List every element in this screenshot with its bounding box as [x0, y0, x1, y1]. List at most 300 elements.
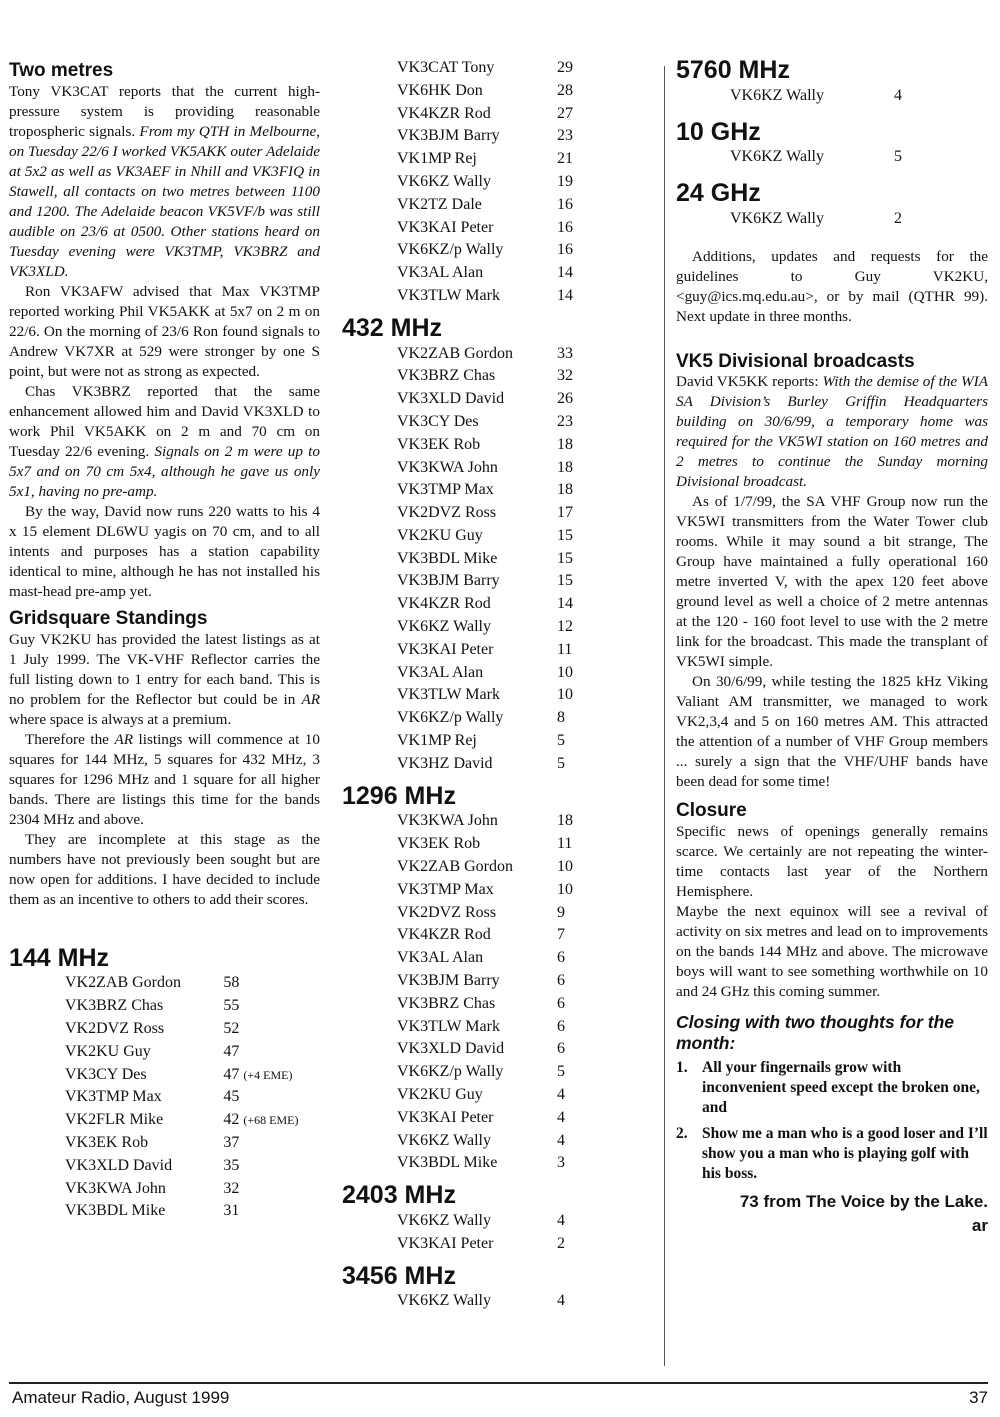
callsign: VK2DVZ: [397, 903, 461, 921]
operator-name: Mike: [131, 1202, 166, 1220]
table-row: [342, 479, 660, 502]
score: 12: [557, 618, 573, 636]
operator-name: Guy: [455, 1085, 483, 1103]
score: 14: [557, 286, 573, 304]
table-row: [9, 1178, 320, 1201]
callsign: VK6KZ: [397, 1131, 450, 1149]
text-normal: Chas VK3BRZ reported that the same enhancement allowed him and David VK3XLD to work Phil VK5AKK on 2 m and 70 cm on Tuesday 22/6 evening.: [9, 382, 320, 460]
table-row: [342, 879, 660, 902]
table-row: [342, 970, 660, 993]
table-row: [9, 972, 320, 995]
table-row: [342, 411, 660, 434]
operator-name: Mark: [465, 1017, 500, 1035]
score: 2: [557, 1234, 565, 1252]
callsign: VK6KZ: [397, 618, 450, 636]
callsign: VK3HZ: [397, 754, 450, 772]
table-row: [342, 662, 660, 685]
heading-closure: Closure: [676, 800, 747, 822]
operator-name: Guy: [123, 1042, 151, 1060]
callsign: VK2DVZ: [65, 1020, 129, 1038]
table-row: [342, 80, 660, 103]
operator-name: John: [467, 458, 498, 476]
operator-name: Max: [464, 481, 494, 499]
table-row: [342, 457, 660, 480]
operator-name: Wally: [453, 1211, 491, 1229]
table-row: [342, 343, 660, 366]
operator-name: Peter: [460, 1108, 494, 1126]
operator-name: Rod: [464, 104, 491, 122]
table-row: [676, 208, 988, 231]
score: 35: [223, 1156, 240, 1174]
heading-5760-mhz: 5760 MHz: [676, 56, 790, 84]
operator-name: Don: [455, 81, 483, 99]
operator-name: Chas: [463, 994, 496, 1012]
heading-two-metres: Two metres: [9, 60, 114, 81]
callsign: VK3KWA: [65, 1179, 132, 1197]
score: 19: [557, 172, 573, 190]
table-row: [676, 146, 988, 169]
callsign: VK4KZR: [397, 926, 461, 944]
list-text: All your fingernails grow with inconvenient speed except the broken one, and: [702, 1059, 980, 1117]
callsign: VK3CY: [65, 1065, 118, 1083]
callsign: VK6HK: [397, 81, 452, 99]
operator-name: Des: [121, 1065, 147, 1083]
score: 5: [557, 732, 565, 750]
operator-name: Wally: [453, 1292, 491, 1310]
operator-name: Rod: [464, 926, 491, 944]
score: 42: [223, 1111, 240, 1129]
table-row: [342, 525, 660, 548]
table-row: [9, 1041, 320, 1064]
text-normal: Therefore the: [25, 730, 115, 748]
table-row: [9, 1109, 320, 1132]
score: 15: [557, 549, 573, 567]
operator-name: Rob: [453, 435, 481, 453]
operator-name: Dale: [451, 195, 482, 213]
score: 6: [557, 1017, 565, 1035]
callsign: VK3BRZ: [397, 367, 460, 385]
table-row: [342, 57, 660, 80]
ar-mark: ar: [971, 1216, 988, 1236]
callsign: VK3XLD: [65, 1156, 129, 1174]
text-italic: AR: [301, 690, 320, 708]
operator-name: David: [453, 754, 493, 772]
heading-gridsquare: Gridsquare Standings: [9, 607, 208, 629]
operator-name: Wally: [453, 618, 491, 636]
table-row: [342, 285, 660, 308]
heading-vk5-broadcasts: VK5 Divisional broadcasts: [676, 350, 915, 372]
callsign: VK6KZ: [397, 1211, 450, 1229]
operator-name: Tony: [461, 59, 495, 76]
operator-name: Chas: [463, 367, 496, 385]
para-closure-1: Specific news of openings generally remains scarce. We certainly are not repeating the winter-time contacts last year of the Northern Hemisphere.: [676, 823, 988, 901]
table-row: [342, 1084, 660, 1107]
table-row: [342, 148, 660, 171]
callsign: VK3KAI: [397, 218, 457, 236]
operator-name: Mike: [129, 1111, 164, 1129]
callsign: VK3EK: [65, 1134, 118, 1152]
score: 45: [223, 1088, 240, 1106]
callsign: VK6KZ: [730, 148, 783, 166]
table-row: [342, 707, 660, 730]
callsign: VK3BDL: [65, 1202, 128, 1220]
score: 33: [557, 344, 573, 362]
table-row: [342, 1130, 660, 1153]
para-two-metres-4: By the way, David now runs 220 watts to his 4 x 15 element DL6WU yagis on 70 cm, and to all intents and purposes has a station capability identical to mine, although he has not installed his mast-head pre-amp yet.: [9, 502, 320, 600]
text-normal: David VK5KK reports:: [676, 373, 823, 391]
table-row: [342, 262, 660, 285]
score: 15: [557, 526, 573, 544]
callsign: VK2TZ: [397, 195, 448, 213]
operator-name: Wally: [465, 1063, 504, 1081]
operator-name: Barry: [463, 127, 500, 145]
table-row: [342, 856, 660, 879]
callsign: VK3KWA: [397, 458, 464, 476]
heading-2403-mhz: 2403 MHz: [342, 1181, 456, 1210]
para-additions: Additions, updates and requests for the guidelines to Guy VK2KU, <guy@ics.mq.edu.au>, or by mail (QTHR 99). Next update in three months.: [676, 247, 988, 325]
text-normal: Tony VK3CAT reports that the current high-pressure system is providing reasonable tropospheric signals.: [9, 82, 320, 140]
table-row: [342, 639, 660, 662]
score: 5: [557, 1063, 565, 1081]
table-5760-mhz: [676, 85, 988, 108]
table-row: [342, 730, 660, 753]
score: 8: [557, 709, 565, 727]
operator-name: John: [467, 812, 498, 830]
table-row: [342, 171, 660, 194]
score: 14: [557, 595, 573, 613]
score: 10: [557, 880, 573, 898]
operator-name: Wally: [453, 172, 491, 190]
score: 52: [223, 1020, 240, 1038]
score: 21: [557, 150, 573, 168]
operator-name: Rob: [453, 835, 481, 853]
operator-name: Wally: [786, 148, 824, 166]
callsign: VK3BJM: [397, 127, 460, 145]
table-row: [342, 810, 660, 833]
table-row: [342, 388, 660, 411]
list-number: 2.: [676, 1125, 688, 1143]
table-row: [9, 1155, 320, 1178]
table-row: [342, 993, 660, 1016]
operator-name: David: [465, 390, 505, 408]
table-row: [342, 434, 660, 457]
callsign: VK6KZ: [397, 172, 450, 190]
operator-name: Wally: [786, 209, 824, 227]
text-normal: Guy VK2KU has provided the latest listings as at 1 July 1999. The VK-VHF Reflector carries the full listing down to 1 entry for each band. This is no problem for the Reflector but could be in: [9, 630, 320, 708]
table-row: [342, 947, 660, 970]
operator-name: Des: [453, 412, 479, 430]
score: 4: [557, 1085, 565, 1103]
list-item: [676, 1058, 988, 1118]
table-row: [342, 365, 660, 388]
score: 58: [223, 974, 240, 992]
table-row: [342, 239, 660, 262]
table-1296-mhz: [342, 810, 660, 1175]
callsign: VK2FLR: [65, 1111, 126, 1129]
score: 3: [557, 1154, 565, 1172]
table-row: [9, 1086, 320, 1109]
table-row: [342, 593, 660, 616]
table-24-ghz: [676, 208, 988, 231]
column-middle: [342, 57, 660, 1313]
callsign: VK3XLD: [397, 390, 461, 408]
callsign: VK3EK: [397, 435, 450, 453]
callsign: VK3AL: [397, 264, 449, 282]
score: 6: [557, 1040, 565, 1058]
callsign: VK3BRZ: [397, 994, 460, 1012]
para-vk5-1: [676, 372, 988, 492]
operator-name: Chas: [131, 997, 164, 1015]
table-144-mhz: [9, 972, 320, 1223]
text-italic: Signals on 2 m were up to 5x7 and on 70 cm 5x4, although he gave us only 5x1, having no pre-amp.: [9, 442, 321, 500]
callsign: VK3BDL: [397, 1154, 460, 1172]
score: 5: [557, 754, 565, 772]
operator-name: David: [465, 1040, 505, 1058]
operator-name: Wally: [786, 86, 824, 104]
callsign: VK4KZR: [397, 104, 461, 122]
score: 6: [557, 994, 565, 1012]
table-row: [342, 1210, 660, 1233]
table-row: [342, 194, 660, 217]
score: 17: [557, 504, 573, 522]
callsign: VK3KAI: [397, 640, 457, 658]
score: 28: [557, 81, 573, 99]
list-number: 1.: [676, 1059, 688, 1077]
para-gridsquare-3: They are incomplete at this stage as the numbers have not previously been sought but are now open for additions. I have decided to include them as an incentive to others to add their scores.: [9, 830, 320, 908]
callsign: VK2KU: [397, 1085, 452, 1103]
table-row: [342, 548, 660, 571]
table-row: [9, 1200, 320, 1223]
score: 23: [557, 412, 573, 430]
score: 16: [557, 241, 573, 259]
callsign: VK3AL: [397, 949, 449, 967]
operator-name: Gordon: [132, 974, 181, 992]
operator-name: Gordon: [464, 858, 513, 875]
callsign: VK2KU: [397, 526, 452, 544]
callsign: VK6KZ/p: [397, 1063, 462, 1081]
score: 10: [557, 663, 573, 681]
heading-3456-mhz: 3456 MHz: [342, 1261, 456, 1290]
table-row: [342, 217, 660, 240]
score: 29: [557, 59, 573, 76]
table-row: [342, 1233, 660, 1256]
callsign: VK2ZAB: [397, 344, 461, 362]
callsign: VK2ZAB: [65, 974, 129, 992]
callsign: VK3KAI: [397, 1234, 457, 1252]
score: 23: [557, 127, 573, 145]
score-note: (+68 EME): [243, 1113, 299, 1128]
score: 6: [557, 971, 565, 989]
operator-name: Rej: [454, 150, 477, 168]
table-row: [342, 570, 660, 593]
score: 27: [557, 104, 573, 122]
table-2403-mhz: [342, 1210, 660, 1256]
score: 18: [557, 812, 573, 830]
score: 4: [557, 1292, 565, 1310]
operator-name: John: [135, 1179, 166, 1197]
table-row: [342, 125, 660, 148]
text-italic: AR: [114, 730, 133, 748]
score: 55: [223, 997, 240, 1015]
column-left: [9, 56, 320, 1223]
operator-name: Mike: [463, 1154, 498, 1172]
operator-name: Peter: [460, 218, 494, 236]
table-row: [342, 902, 660, 925]
table-row: [342, 1061, 660, 1084]
operator-name: Rob: [121, 1134, 149, 1152]
list-text: Show me a man who is a good loser and I’ll show you a man who is playing golf with his boss.: [702, 1125, 988, 1183]
operator-name: Ross: [133, 1020, 165, 1038]
callsign: VK3KAI: [397, 1108, 457, 1126]
score: 11: [557, 640, 573, 658]
table-row: [342, 924, 660, 947]
score: 47: [223, 1042, 240, 1060]
operator-name: Rod: [464, 595, 491, 613]
operator-name: Mark: [465, 686, 500, 704]
operator-name: Wally: [465, 709, 504, 727]
sign-off: 73 from The Voice by the Lake.: [739, 1192, 988, 1212]
heading-24-ghz: 24 GHz: [676, 179, 761, 208]
table-144-mhz-continued: [342, 57, 660, 308]
operator-name: Alan: [451, 663, 484, 681]
operator-name: Mark: [465, 286, 500, 304]
text-normal: listings will commence at 10 squares for 144 MHz, 5 squares for 432 MHz, 3 squares for 1296 MHz and 1 square for all higher bands. There are listings this time for the bands 2304 MHz and above.: [9, 730, 320, 828]
operator-name: Gordon: [464, 344, 513, 362]
callsign: VK3TMP: [65, 1088, 129, 1106]
callsign: VK3XLD: [397, 1040, 461, 1058]
score: 7: [557, 926, 565, 944]
callsign: VK3TLW: [397, 686, 462, 704]
score: 2: [894, 209, 902, 227]
callsign: VK3TMP: [397, 880, 461, 898]
para-closure-2: Maybe the next equinox will see a revival of activity on six metres and lead on to improvements on the bands 144 MHz and above. The microwave boys will want to see something worthwhile on 10 and 24 GHz this coming summer.: [676, 903, 988, 1001]
callsign: VK2DVZ: [397, 504, 461, 522]
table-row: [342, 616, 660, 639]
callsign: VK3EK: [397, 835, 450, 853]
callsign: VK3BJM: [397, 971, 460, 989]
score: 18: [557, 435, 573, 453]
callsign: VK6KZ: [730, 209, 783, 227]
operator-name: Peter: [460, 640, 494, 658]
operator-name: Max: [132, 1088, 162, 1106]
score: 32: [223, 1179, 240, 1197]
table-row: [342, 103, 660, 126]
table-row: [342, 1038, 660, 1061]
table-row: [342, 1290, 660, 1313]
para-vk5-3: On 30/6/99, while testing the 1825 kHz Viking Valiant AM transmitter, we managed to work VK2,3,4 and 5 on 160 metres AM. This attracted the attention of a number of VHF Group members ... surely a sign that the VHF/UHF bands have been dead for some time!: [676, 673, 988, 791]
heading-10-ghz: 10 GHz: [676, 117, 761, 146]
callsign: VK2ZAB: [397, 858, 461, 875]
list-item: [676, 1124, 988, 1184]
heading-144-mhz: 144 MHz: [9, 943, 110, 972]
score: 14: [557, 264, 573, 282]
table-3456-mhz: [342, 1290, 660, 1313]
score: 16: [557, 218, 573, 236]
score-note: (+4 EME): [243, 1067, 293, 1082]
operator-name: Max: [464, 880, 494, 898]
callsign: VK6KZ/p: [397, 709, 462, 727]
operator-name: Mike: [463, 549, 498, 567]
para-two-metres-1: [9, 82, 320, 282]
score: 9: [557, 903, 565, 921]
table-row: [342, 1016, 660, 1039]
text-italic: From my QTH in Melbourne, on Tuesday 22/6 I worked VK5AKK outer Adelaide at 5x2 as well as VK3AEF in Nhill and VK3FIQ in Stawell, all contacts on two metres between 1100 and 1200. The Adelaide beacon VK5VF/b was still audible on 23/6 at 0500. Other stations heard on Tuesday evening were VK3TMP, VK3BRZ and VK3XLD.: [9, 122, 320, 280]
table-row: [9, 1064, 320, 1087]
operator-name: Guy: [455, 526, 483, 544]
heading-1296-mhz: 1296 MHz: [342, 781, 456, 810]
score: 18: [557, 481, 573, 499]
table-row: [342, 1152, 660, 1175]
score: 4: [894, 86, 902, 104]
table-row: [342, 684, 660, 707]
closing-thoughts-list: [676, 1058, 988, 1184]
operator-name: Ross: [465, 903, 497, 921]
table-row: [342, 833, 660, 856]
table-row: [9, 1132, 320, 1155]
score: 4: [557, 1131, 565, 1149]
table-row: [9, 995, 320, 1018]
table-row: [342, 1107, 660, 1130]
para-two-metres-2: Ron VK3AFW advised that Max VK3TMP reported working Phil VK5AKK at 5x7 on 2 m on 22/6. On the morning of 23/6 Ron found signals to Andrew VK7XR at 529 were stronger by one S point, but were not as strong as expected.: [9, 282, 320, 380]
callsign: VK3AL: [397, 663, 449, 681]
table-row: [9, 1018, 320, 1041]
column-right: [676, 56, 988, 1238]
score: 10: [557, 858, 573, 875]
operator-name: Rej: [454, 732, 477, 750]
callsign: VK3TLW: [397, 286, 462, 304]
score: 26: [557, 390, 573, 408]
operator-name: Barry: [463, 971, 500, 989]
score: 37: [223, 1134, 240, 1152]
callsign: VK3CAT: [397, 59, 459, 76]
callsign: VK3BDL: [397, 549, 460, 567]
score: 31: [223, 1202, 240, 1220]
footer-publication: Amateur Radio, August 1999: [12, 1388, 230, 1407]
operator-name: Wally: [465, 241, 504, 259]
callsign: VK2KU: [65, 1042, 120, 1060]
para-gridsquare-2: [9, 730, 320, 830]
callsign: VK3TLW: [397, 1017, 462, 1035]
callsign: VK6KZ: [397, 1292, 450, 1310]
score: 4: [557, 1108, 565, 1126]
operator-name: Ross: [465, 504, 497, 522]
page-number: 37: [969, 1388, 988, 1407]
score: 32: [557, 367, 573, 385]
operator-name: Wally: [453, 1131, 491, 1149]
callsign: VK6KZ/p: [397, 241, 462, 259]
callsign: VK3TMP: [397, 481, 461, 499]
text-normal: where space is always at a premium.: [9, 710, 232, 728]
callsign: VK6KZ: [730, 86, 783, 104]
table-10-ghz: [676, 146, 988, 169]
score: 5: [894, 148, 902, 166]
operator-name: Alan: [451, 949, 484, 967]
callsign: VK1MP: [397, 732, 451, 750]
callsign: VK3BRZ: [65, 997, 128, 1015]
table-row: [342, 753, 660, 776]
callsign: VK3KWA: [397, 812, 464, 830]
column-divider: [664, 66, 665, 1366]
operator-name: Barry: [463, 572, 500, 590]
callsign: VK3BJM: [397, 572, 460, 590]
para-two-metres-3: [9, 382, 320, 502]
score: 10: [557, 686, 573, 704]
score: 4: [557, 1211, 565, 1229]
footer-rule: [9, 1382, 988, 1384]
text-italic: With the demise of the WIA SA Division’s Burley Griffin Headquarters building on 30/6/99, a temporary home was required for the VK5WI station on 160 metres and 2 metres to continue the Sunday morning Divisional broadcast.: [676, 373, 988, 491]
score: 11: [557, 835, 573, 853]
operator-name: Alan: [451, 264, 484, 282]
